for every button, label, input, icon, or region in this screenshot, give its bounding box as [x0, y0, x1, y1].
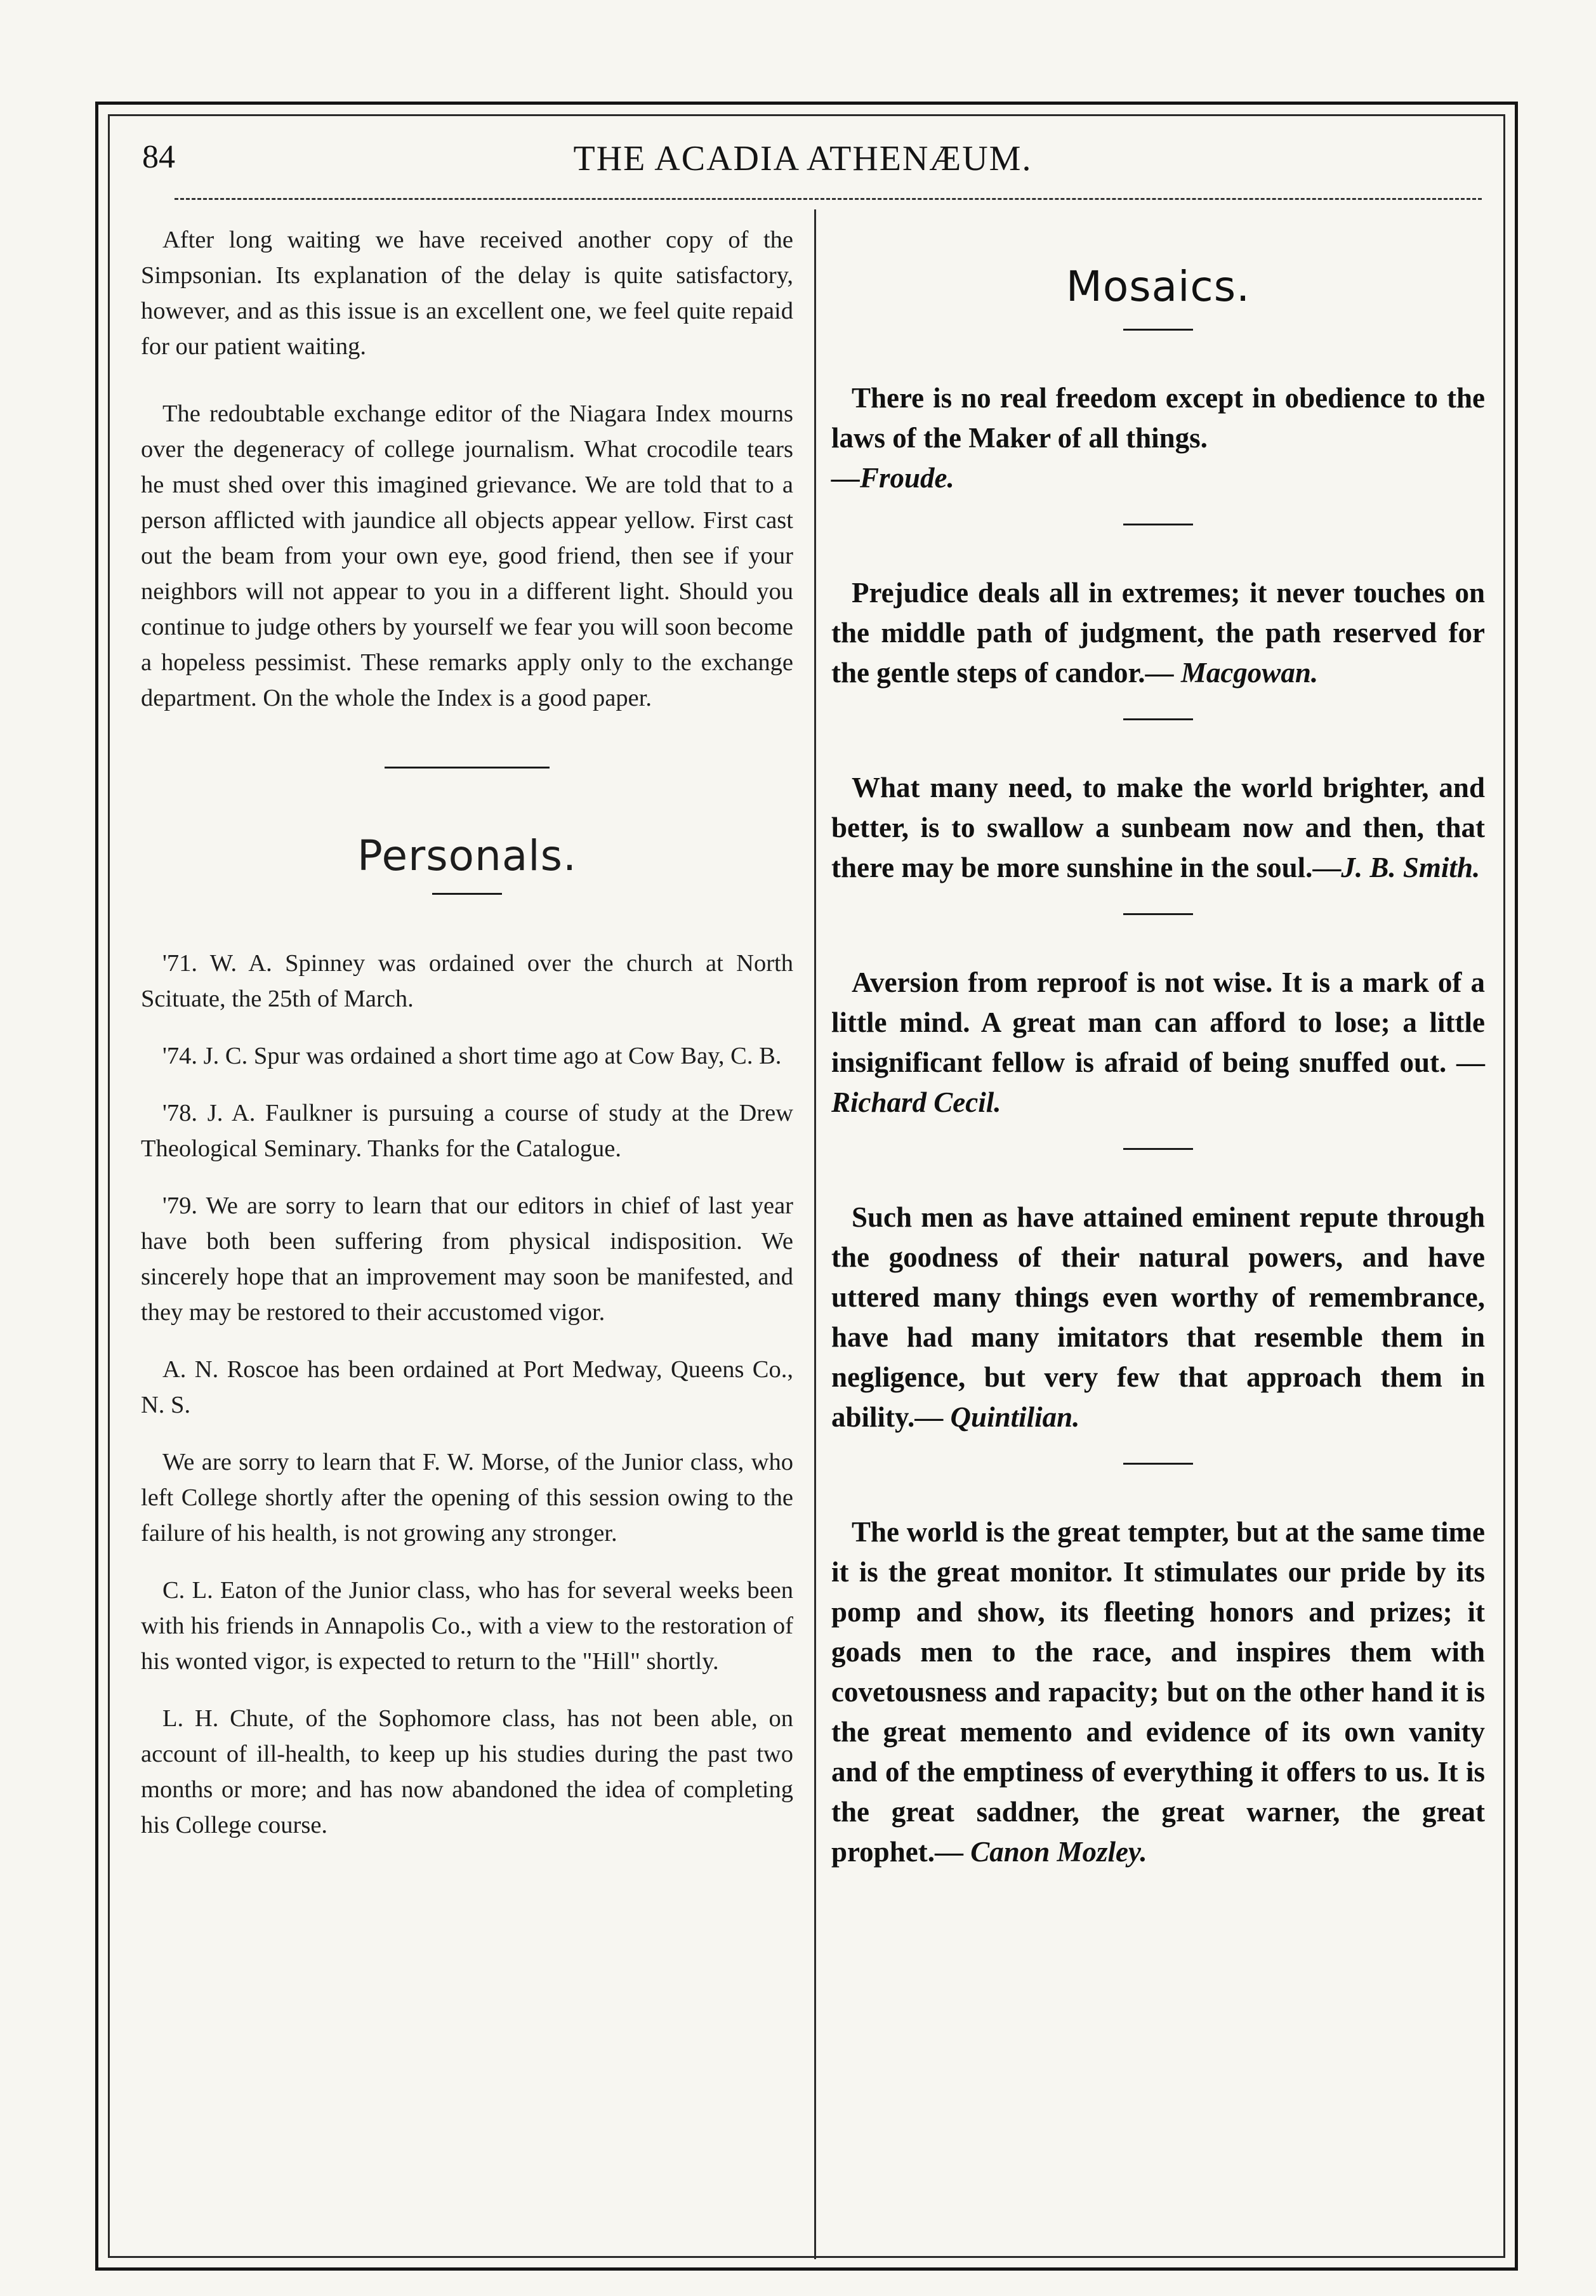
quote-text: What many need, to make the world brighter, and better, is to swallow a sunbeam now and then, that there may be more sunshine in the soul.— — [831, 772, 1485, 883]
quote-rule — [1123, 913, 1193, 915]
quote-author: J. B. Smith. — [1341, 852, 1481, 883]
mosaic-quote — [831, 963, 1485, 1123]
quote-text: There is no real freedom except in obedience to the laws of the Maker of all things. — [831, 382, 1485, 454]
header-rule — [175, 198, 1482, 200]
quote-author: Richard Cecil. — [831, 1086, 1001, 1118]
page-header — [133, 138, 1472, 183]
left-column — [141, 222, 793, 1864]
personal-item: We are sorry to learn that F. W. Morse, of the Junior class, who left College shortly after the opening of this session owing to the failure of his health, is not growing any stronger. — [141, 1449, 793, 1547]
exchange-paragraph: After long waiting we have received another copy of the Simpsonian. Its explanation of the delay is quite satisfactory, however, and as this issue is an excellent one, we feel quite repaid for our patient waiting. — [141, 227, 793, 360]
quote-author: —Froude. — [831, 462, 954, 494]
personal-item: '78. J. A. Faulkner is pursuing a course of study at the Drew Theological Seminary. Thanks for the Catalogue. — [141, 1100, 793, 1162]
quote-text: The world is the great tempter, but at the same time it is the great monitor. It stimulates our pride by its pomp and show, its fleeting honors and prizes; it goads men to the race, and inspires them with covetousness and rapacity; but on the other hand it is the great memento and evidence of its own vanity and of the emptiness of everything it offers to us. It is the great saddner, the great warner, the great prophet.— — [831, 1516, 1485, 1868]
personal-item: L. H. Chute, of the Sophomore class, has not been able, on account of ill-health, to keep up his studies during the past two months or more; and has now abandoned the idea of completing his College course. — [141, 1705, 793, 1838]
personals-heading: Personals. — [357, 831, 577, 880]
quote-author: Macgowan. — [1180, 657, 1319, 689]
quote-text: Prejudice deals all in extremes; it never touches on the middle path of judgment, the path reserved for the gentle steps of candor.— — [831, 577, 1485, 689]
page-title: THE ACADIA ATHENÆUM. — [573, 139, 1032, 178]
personal-item: A. N. Roscoe has been ordained at Port Medway, Queens Co., N. S. — [141, 1356, 793, 1418]
heading-rule — [1123, 329, 1193, 331]
mosaic-quote — [831, 1512, 1485, 1872]
quote-rule — [1123, 718, 1193, 720]
mosaic-quote — [831, 378, 1485, 498]
quote-text: Aversion from reproof is not wise. It is a mark of a little mind. A great man can afford to lose; a little insignificant fellow is afraid of being snuffed out. — — [831, 967, 1485, 1078]
exchange-paragraph: The redoubtable exchange editor of the Niagara Index mourns over the degeneracy of college journalism. What crocodile tears he must shed over this imagined grievance. We are told that to a person afflicted with jaundice all objects appear yellow. First cast out the beam from your own eye, good friend, then see if your neighbors will not appear to you in a different light. Should you continue to judge others by yourself we fear you will soon become a hopeless pessimist. These remarks apply only to the exchange department. On the whole the Index is a good paper. — [141, 400, 793, 711]
personal-item: '74. J. C. Spur was ordained a short time ago at Cow Bay, C. B. — [162, 1043, 782, 1069]
personal-item: '71. W. A. Spinney was ordained over the church at North Scituate, the 25th of March. — [141, 950, 793, 1012]
mosaics-heading: Mosaics. — [1065, 262, 1251, 311]
quote-author: Quintilian. — [950, 1401, 1080, 1433]
quote-text: Such men as have attained eminent repute through the goodness of their natural powers, and have uttered many things even worthy of remembrance, have had many imitators that resemble them in negligence, but very few that approach them in ability.— — [831, 1201, 1485, 1433]
quote-rule — [1123, 1148, 1193, 1150]
heading-rule — [432, 893, 502, 895]
page-number: 84 — [142, 139, 175, 175]
section-rule — [385, 767, 550, 769]
personal-item: C. L. Eaton of the Junior class, who has for several weeks been with his friends in Annapolis Co., with a view to the restoration of his wonted vigor, is expected to return to the "Hill" shortly. — [141, 1577, 793, 1675]
right-column — [831, 222, 1485, 1897]
quote-rule — [1123, 1463, 1193, 1465]
quote-rule — [1123, 524, 1193, 525]
quote-author: Canon Mozley. — [970, 1836, 1147, 1868]
personal-item: '79. We are sorry to learn that our editors in chief of last year have both been suffering from physical indisposition. We sincerely hope that an improvement may soon be manifested, and they may be restored to their accustomed vigor. — [141, 1192, 793, 1326]
mosaic-quote — [831, 573, 1485, 693]
column-divider — [814, 209, 816, 2259]
mosaic-quote — [831, 1197, 1485, 1437]
mosaic-quote — [831, 768, 1485, 888]
